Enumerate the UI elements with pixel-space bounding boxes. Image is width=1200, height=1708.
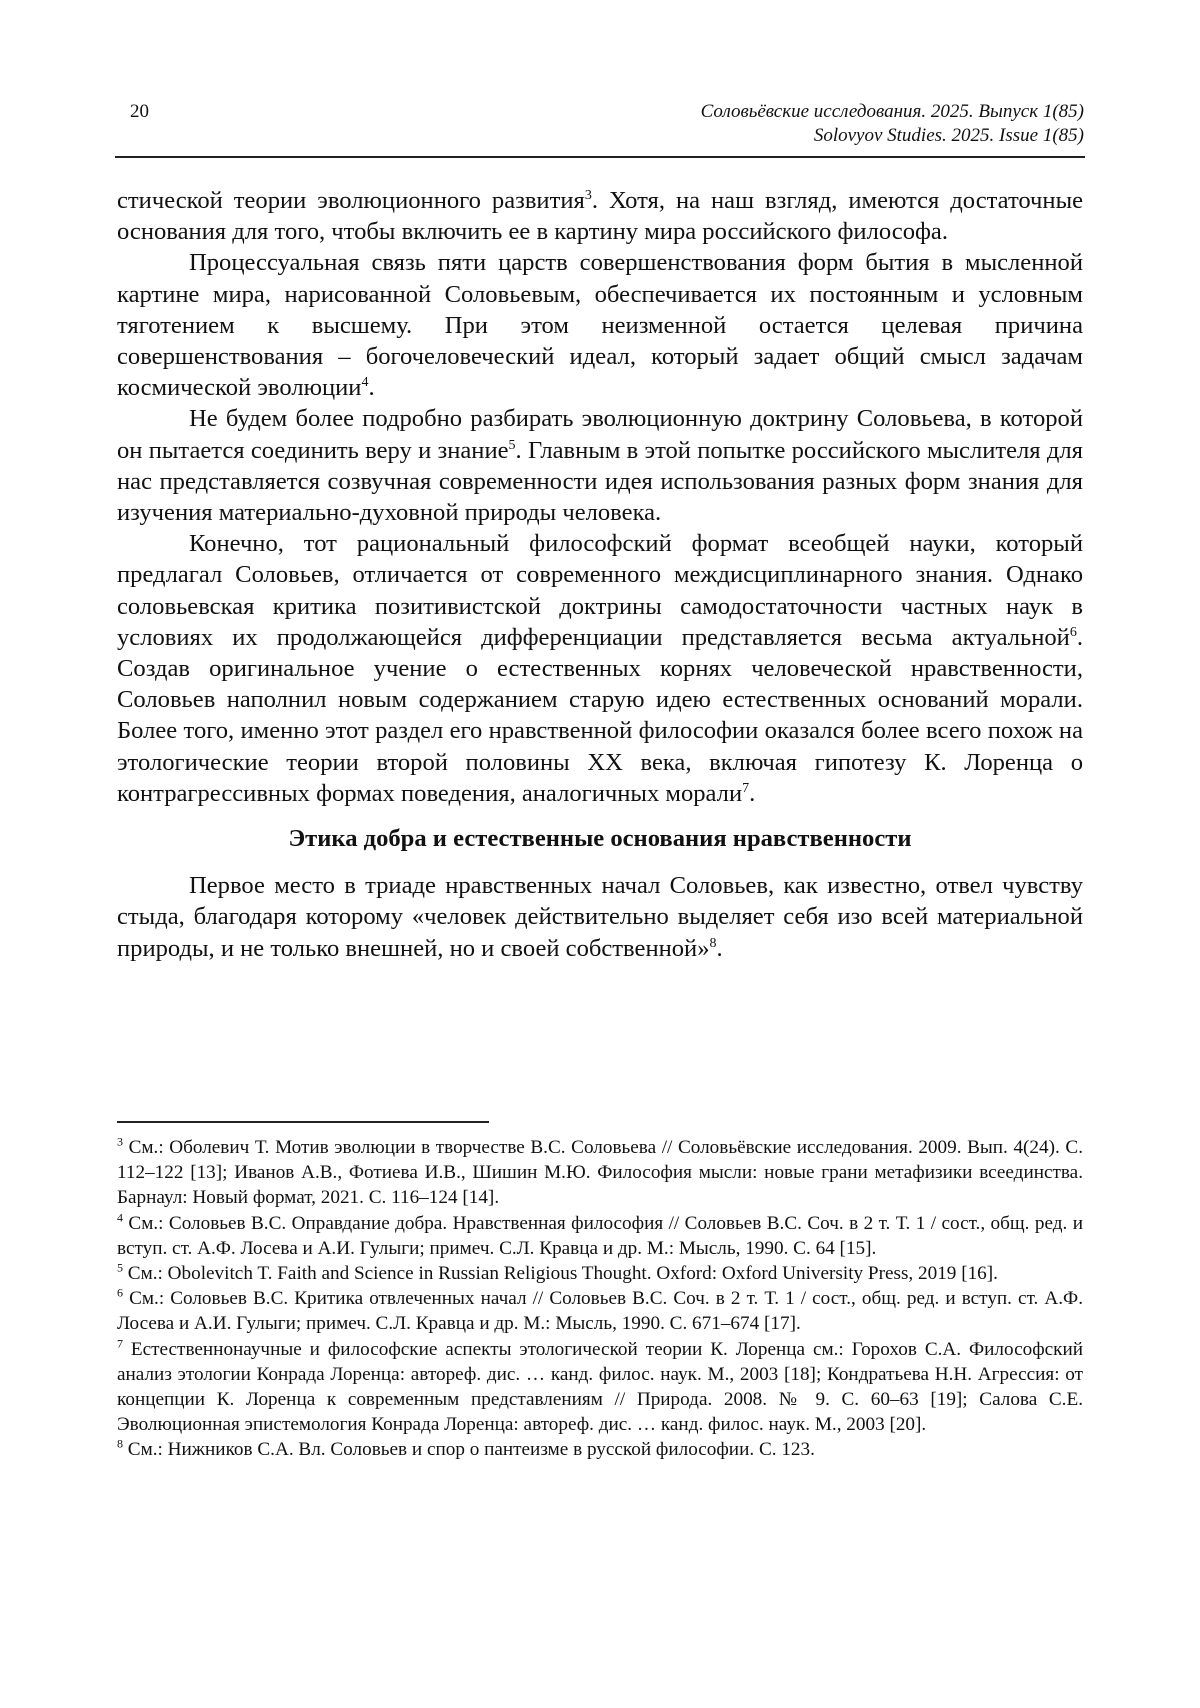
footnote-number: 4 (117, 1210, 123, 1225)
page-number: 20 (130, 101, 149, 122)
journal-title-ru: Соловьёвские исследования. 2025. Выпуск 1(85) (700, 101, 1084, 122)
text-segment: Не будем более подробно разбирать эволюционную доктрину Соловьева, в которой он пытается соединить веру и знание (117, 405, 1083, 464)
text-segment: Первое место в триаде нравственных начал Соловьев, как известно, отвел чувству стыда, благодаря которому «человек действительно выделяет себя изо всей материальной природы, и не только внешней, но и своей собственной» (117, 872, 1083, 962)
header-rule (115, 156, 1085, 158)
paragraph (117, 185, 1083, 247)
text-segment: . Хотя, на наш взгляд, имеются достаточные основания для того, чтобы включить ее в картину мира российского философа. (117, 187, 1084, 246)
text-segment: . (716, 934, 723, 962)
text-segment: . Создав оригинальное учение о естественных корнях человеческой нравственности, Соловьев наполнил новым содержанием старую идею естественных оснований морали. Более того, именно этот раздел его нравственной философии оказался более всего похож на этологические теории второй половины XX века, включая гипотезу К. Лоренца о контрагрессивных формах поведения, аналогичных морали (117, 623, 1083, 807)
footnote-ref: 5 (508, 437, 516, 453)
footnotes (117, 1135, 1083, 1463)
footnote-number: 8 (117, 1437, 123, 1452)
footnote-ref: 8 (709, 935, 717, 951)
paragraph (117, 870, 1083, 964)
main-text (117, 185, 1083, 964)
paragraph (117, 247, 1083, 403)
footnote-number: 6 (117, 1285, 123, 1300)
section-title: Этика добра и естественные основания нравственности (288, 825, 912, 853)
footnote-number: 5 (117, 1260, 123, 1275)
text-segment: . (749, 779, 756, 807)
paragraph (117, 528, 1083, 809)
running-header (701, 100, 1084, 148)
footnote (117, 1261, 1083, 1286)
paragraphs-before-section (117, 185, 1083, 809)
paragraph (117, 403, 1083, 528)
footnote (117, 1337, 1083, 1438)
footnote (117, 1437, 1083, 1462)
footnote-text: См.: Соловьев В.С. Критика отвлеченных начал // Соловьев В.С. Соч. в 2 т. Т. 1 / сост., общ. ред. и вступ. ст. А.Ф. Лосева и А.И. Гулыги; примеч. С.Л. Кравца и др. М.: Мысль, 1990. С. 671–674 [17]. (117, 1288, 1083, 1335)
text-segment: Конечно, тот рациональный философский формат всеобщей науки, который предлагал Соловьев, отличается от современного междисциплинарного знания. Однако соловьевская критика позитивистской доктрины самодостаточности частных наук в условиях их продолжающейся дифференциации представляется весьма актуальной (117, 530, 1083, 651)
footnote-separator (117, 1121, 489, 1123)
footnote (117, 1135, 1083, 1211)
footnote-text: См.: Obolevitch T. Faith and Science in Russian Religious Thought. Oxford: Oxford University Press, 2019 [16]. (123, 1263, 998, 1285)
footnote-number: 7 (117, 1336, 123, 1351)
footnote-text: См.: Соловьев В.С. Оправдание добра. Нравственная философия // Соловьев В.С. Соч. в 2 т. Т. 1 / сост., общ. ред. и вступ. ст. А.Ф. Лосева и А.И. Гулыги; примеч. С.Л. Кравца и др. М.: Мысль, 1990. С. 64 [15]. (117, 1212, 1083, 1259)
paragraphs-after-section (117, 870, 1083, 964)
footnote-text: См.: Оболевич Т. Мотив эволюции в творчестве В.С. Соловьева // Соловьёвские исследования. 2009. Вып. 4(24). С. 112–122 [13]; Иванов А.В., Фотиева И.В., Шишин М.Ю. Философия мысли: новые грани метафизики всеединства. Барнаул: Новый формат, 2021. С. 116–124 [14]. (117, 1137, 1083, 1209)
footnote-text: См.: Нижников С.А. Вл. Соловьев и спор о пантеизме в русской философии. С. 123. (123, 1439, 815, 1461)
footnote-ref: 4 (361, 375, 369, 391)
text-segment: . (368, 374, 375, 402)
footnote (117, 1286, 1083, 1336)
journal-title-en: Solovyov Studies. 2025. Issue 1(85) (813, 125, 1084, 146)
footnote-text: Естественнонаучные и философские аспекты этологической теории К. Лоренца см.: Горохов С.А. Философский анализ этологии Конрада Лоренца: автореф. дис. … канд. филос. наук. М., 2003 [18]; Кондратьева Н.Н. Агрессия: от концепции К. Лоренца к современным представлениям // Природа. 2008. № 9. С. 60–63 [19]; Салова С.Е. Эволюционная эпистемология Конрада Лоренца: автореф. дис. … канд. филос. наук. М., 2003 [20]. (117, 1338, 1083, 1436)
text-segment: Процессуальная связь пяти царств совершенствования форм бытия в мысленной картине мира, нарисованной Соловьевым, обеспечивается их постоянным и условным тяготением к высшему. При этом неизменной остается целевая причина совершенствования – богочеловеческий идеал, который задает общий смысл задачам космической эволюции (117, 249, 1083, 402)
footnote-ref: 6 (1069, 624, 1077, 640)
text-segment: . Главным в этой попытке российского мыслителя для нас представляется созвучная современности идея использования разных форм знания для изучения материально-духовной природы человека. (117, 436, 1083, 527)
footnote-ref: 7 (742, 780, 750, 796)
footnote-number: 3 (117, 1134, 123, 1149)
footnote (117, 1211, 1083, 1261)
footnote-ref: 3 (584, 187, 592, 203)
text-segment: стической теории эволюционного развития (117, 187, 585, 214)
